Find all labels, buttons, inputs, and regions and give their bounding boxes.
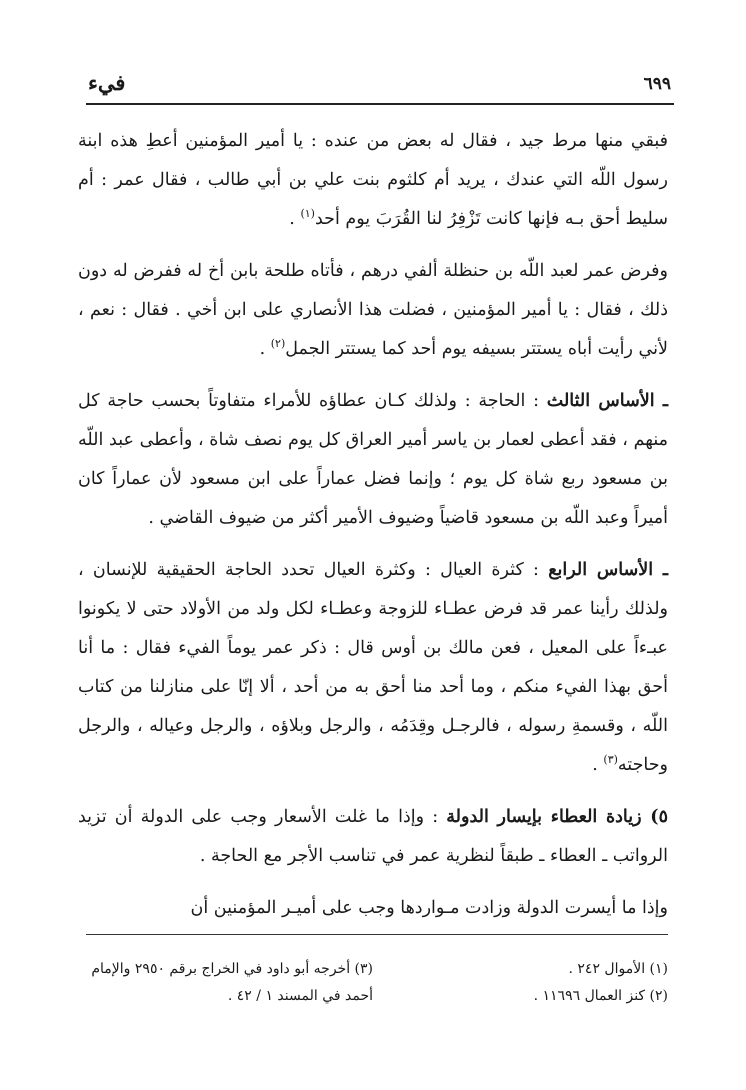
section-keyword: فيء [88,70,126,95]
page-number: ٦٩٩ [643,74,671,94]
paragraph [78,382,668,538]
paragraph-tail: . [592,755,604,775]
footnote-3-continued: أحمد في المسند ١ / ٤٢ . [227,988,373,1004]
footnote-3: (٣) أخرجه أبو داود في الخراج برقم ٢٩٥٠ والإمام [91,961,373,977]
footnote-divider [86,934,668,935]
footnotes [78,956,668,1010]
paragraph [78,252,668,369]
paragraph [78,122,668,239]
paragraph [78,889,668,928]
paragraph-text: : الحاجة : ولذلك كـان عطاؤه للأمراء متفاوتاً بحسب حاجة كل منهم ، فقد أعطى لعمار بن ياسر أمير العراق كل يوم نصف شاة ، وأعطى عبد اللّه بن مسعود ربع شاة كل يوم ؛ وإنما فضل عماراً على ابن مسعود لأن عماراً كان أميراً وعبد اللّه بن مسعود قاضياً وضيوف الأمير أكثر من ضيوف القاضي . [78,391,668,528]
section-heading: ـ الأساس الثالث [546,391,668,411]
paragraph-tail: . [289,209,301,229]
footnotes-right-column [373,956,668,1010]
footnote-ref: (٣) [603,753,618,767]
footnote-ref: (٢) [270,337,286,351]
paragraph-text: وإذا ما أيسرت الدولة وزادت مـواردها وجب على أميـر المؤمنين أن [190,898,668,918]
footnote-1: (١) الأموال ٢٤٢ . [568,961,668,977]
paragraph-text: فبقي منها مرط جيد ، فقال له بعض من عنده : يا أمير المؤمنين أعطِ هذه ابنة رسول اللّه التي عندك ، يريد أم كلثوم بنت علي بن أبي طالب ، فقال عمر : أم سليط أحق بـه فإنها كانت تَزْفِرُ لنا القُرَبَ يوم أحد [78,131,668,229]
footnotes-left-column [78,956,373,1010]
section-heading: ٥) زيادة العطاء بإيسار الدولة [446,807,668,827]
footnote-2: (٢) كنز العمال ١١٦٩٦ . [533,988,668,1004]
header-divider [86,103,674,105]
paragraph-tail: . [259,339,271,359]
section-heading: ـ الأساس الرابع [548,560,668,580]
paragraph-text: : كثرة العيال : وكثرة العيال تحدد الحاجة الحقيقية للإنسان ، ولذلك رأينا عمر قد فرض عطـاء للزوجة وعطـاء لكل ولد من الأولاد حتى لا يكونوا عبـءاً على المعيل ، فعن مالك بن أوس قال : ذكر عمر يوماً الفيء فقال : ما أنا أحق بهذا الفيء منكم ، وما أحد منا أحق به من أحد ، ألا إنّا على منازلنا من كتاب اللّه ، وقسمةِ رسوله ، فالرجـل وقِدَمُه ، والرجل وبلاؤه ، والرجل وعياله ، والرجل وحاجته [78,560,668,775]
footnote-ref: (١) [300,207,315,221]
body-text [78,122,668,941]
paragraph-text: : وإذا ما غلت الأسعار وجب على الدولة أن تزيد الرواتب ـ العطاء ـ طبقاً لنظرية عمر في تناسب الأجر مع الحاجة . [78,807,668,866]
paragraph [78,798,668,876]
paragraph-text: وفرض عمر لعبد اللّه بن حنظلة ألفي درهم ، فأتاه طلحة بابن أخ له ففرض له دون ذلك ، فقال : يا أمير المؤمنين ، فضلت هذا الأنصاري على ابن أخي . فقال : نعم ، لأني رأيت أباه يستتر بسيفه يوم أحد كما يستتر الجمل [78,261,668,359]
paragraph [78,551,668,785]
